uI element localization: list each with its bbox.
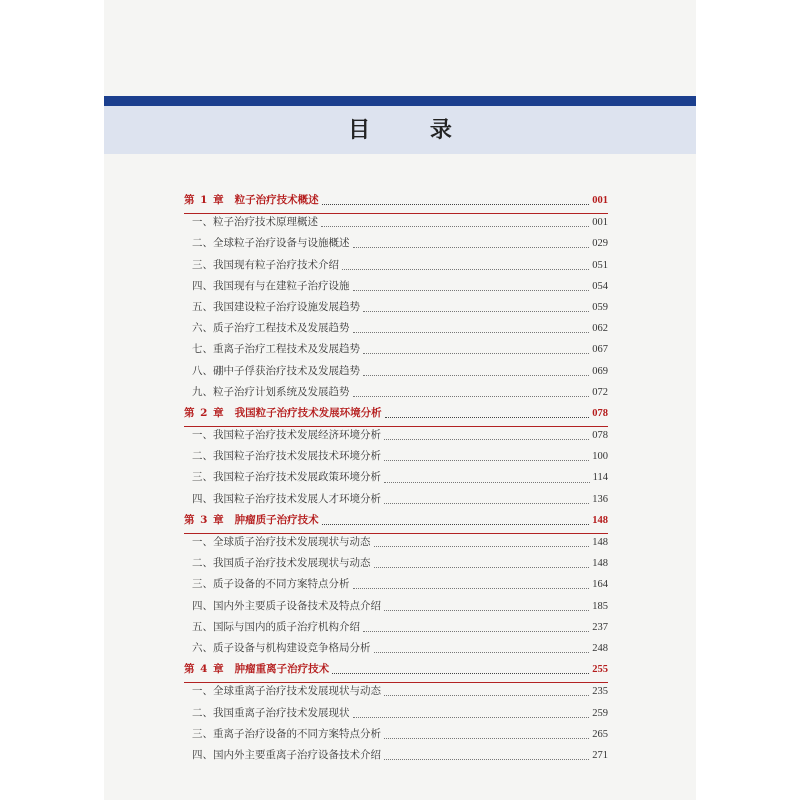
page-number: 248 (592, 642, 608, 654)
section-title: 一、粒子治疗技术原理概述 (192, 216, 318, 229)
page-number: 001 (592, 195, 608, 206)
page-number: 100 (592, 451, 608, 463)
section-title: 七、重离子治疗工程技术及发展趋势 (192, 343, 360, 356)
page-number: 029 (592, 238, 608, 250)
section-title: 四、我国粒子治疗技术发展人才环境分析 (192, 492, 381, 505)
dot-leader (384, 460, 589, 461)
section-title: 三、我国粒子治疗技术发展政策环境分析 (192, 471, 381, 484)
dot-leader (353, 247, 590, 248)
dot-leader (363, 311, 589, 312)
page-number: 148 (592, 558, 608, 570)
chapter-title: 我国粒子治疗技术发展环境分析 (234, 406, 382, 419)
page-number: 001 (592, 217, 608, 229)
dot-leader (353, 396, 590, 397)
toc-section-entry[interactable] (184, 235, 608, 256)
toc-chapter-entry[interactable] (184, 512, 608, 534)
header-accent-bar (104, 96, 696, 106)
toc-chapter-entry[interactable] (184, 192, 608, 214)
toc-section-entry[interactable] (184, 320, 608, 341)
toc-section-entry[interactable] (184, 576, 608, 597)
page-number: 164 (592, 579, 608, 591)
page-number: 259 (592, 707, 608, 719)
page-number: 051 (592, 259, 608, 271)
page-number: 078 (592, 407, 608, 419)
toc-chapter-entry[interactable] (184, 661, 608, 683)
dot-leader (353, 332, 590, 333)
dot-leader (374, 567, 590, 568)
dot-leader (353, 588, 590, 589)
toc-section-entry[interactable] (184, 363, 608, 384)
dot-leader (384, 610, 589, 611)
chapter-title: 肿瘤质子治疗技术 (234, 513, 319, 526)
toc-section-entry[interactable] (184, 278, 608, 299)
toc-section-entry[interactable] (184, 469, 608, 490)
section-title: 一、我国粒子治疗技术发展经济环境分析 (192, 429, 381, 442)
dot-leader (363, 375, 589, 376)
page-number: 265 (592, 728, 608, 740)
toc-section-entry[interactable] (184, 427, 608, 448)
chapter-number: 第 2 章 (184, 406, 225, 419)
page-number: 069 (592, 365, 608, 377)
section-title: 一、全球重离子治疗技术发展现状与动态 (192, 685, 381, 698)
dot-leader (363, 631, 589, 632)
page-title: 目 录 (348, 117, 478, 143)
dot-leader (374, 546, 590, 547)
chapter-number: 第 3 章 (184, 513, 225, 526)
section-title: 三、我国现有粒子治疗技术介绍 (192, 258, 339, 271)
section-title: 八、硼中子俘获治疗技术及发展趋势 (192, 364, 360, 377)
page-number: 148 (592, 514, 608, 526)
toc-section-entry[interactable] (184, 640, 608, 661)
section-title: 三、质子设备的不同方案特点分析 (192, 578, 350, 591)
toc-section-entry[interactable] (184, 448, 608, 469)
toc-section-entry[interactable] (184, 598, 608, 619)
page-number: 237 (592, 621, 608, 633)
dot-leader (332, 673, 589, 674)
dot-leader (342, 269, 589, 270)
dot-leader (384, 759, 589, 760)
dot-leader (384, 482, 590, 483)
page-number: 136 (592, 493, 608, 505)
page-number: 235 (592, 686, 608, 698)
page-number: 067 (592, 344, 608, 356)
toc-section-entry[interactable] (184, 257, 608, 278)
section-title: 四、国内外主要重离子治疗设备技术介绍 (192, 748, 381, 761)
toc-section-entry[interactable] (184, 683, 608, 704)
dot-leader (321, 226, 589, 227)
section-title: 五、我国建设粒子治疗设施发展趋势 (192, 300, 360, 313)
chapter-title: 粒子治疗技术概述 (234, 194, 319, 206)
section-title: 二、我国粒子治疗技术发展技术环境分析 (192, 450, 381, 463)
page-number: 054 (592, 280, 608, 292)
page-number: 271 (592, 749, 608, 761)
chapter-number: 第 4 章 (184, 663, 225, 676)
page-number: 185 (592, 600, 608, 612)
section-title: 四、国内外主要质子设备技术及特点介绍 (192, 599, 381, 612)
dot-leader (353, 717, 590, 718)
page-number: 078 (592, 430, 608, 442)
toc-section-entry[interactable] (184, 705, 608, 726)
section-title: 六、质子治疗工程技术及发展趋势 (192, 322, 350, 335)
dot-leader (363, 353, 589, 354)
dot-leader (384, 695, 589, 696)
toc-chapter-entry[interactable] (184, 405, 608, 427)
section-title: 二、我国质子治疗技术发展现状与动态 (192, 557, 371, 570)
toc-section-entry[interactable] (184, 299, 608, 320)
toc-section-entry[interactable] (184, 384, 608, 405)
page-number: 255 (592, 664, 608, 676)
page-number: 059 (592, 301, 608, 313)
dot-leader (374, 652, 590, 653)
dot-leader (384, 503, 589, 504)
toc-section-entry[interactable] (184, 214, 608, 235)
section-title: 四、我国现有与在建粒子治疗设施 (192, 279, 350, 292)
chapter-title: 肿瘤重离子治疗技术 (234, 663, 330, 676)
title-banner (104, 106, 696, 154)
page-number: 148 (592, 537, 608, 548)
chapter-number: 第 1 章 (184, 194, 225, 206)
dot-leader (322, 204, 590, 205)
section-title: 二、我国重离子治疗技术发展现状 (192, 706, 350, 719)
dot-leader (353, 290, 590, 291)
dot-leader (385, 417, 590, 418)
dot-leader (322, 524, 590, 525)
section-title: 六、质子设备与机构建设竞争格局分析 (192, 641, 371, 654)
page-number: 114 (592, 472, 608, 484)
table-of-contents (184, 192, 608, 768)
toc-section-entry[interactable] (184, 341, 608, 362)
section-title: 二、全球粒子治疗设备与设施概述 (192, 237, 350, 250)
section-title: 九、粒子治疗计划系统及发展趋势 (192, 385, 350, 398)
toc-section-entry[interactable] (184, 491, 608, 512)
toc-section-entry[interactable] (184, 555, 608, 576)
toc-section-entry[interactable] (184, 619, 608, 640)
toc-section-entry[interactable] (184, 534, 608, 555)
section-title: 三、重离子治疗设备的不同方案特点分析 (192, 727, 381, 740)
page-number: 062 (592, 323, 608, 335)
page-number: 072 (592, 386, 608, 398)
section-title: 一、全球质子治疗技术发展现状与动态 (192, 536, 371, 548)
section-title: 五、国际与国内的质子治疗机构介绍 (192, 620, 360, 633)
toc-section-entry[interactable] (184, 726, 608, 747)
dot-leader (384, 439, 589, 440)
dot-leader (384, 738, 589, 739)
toc-section-entry[interactable] (184, 747, 608, 768)
